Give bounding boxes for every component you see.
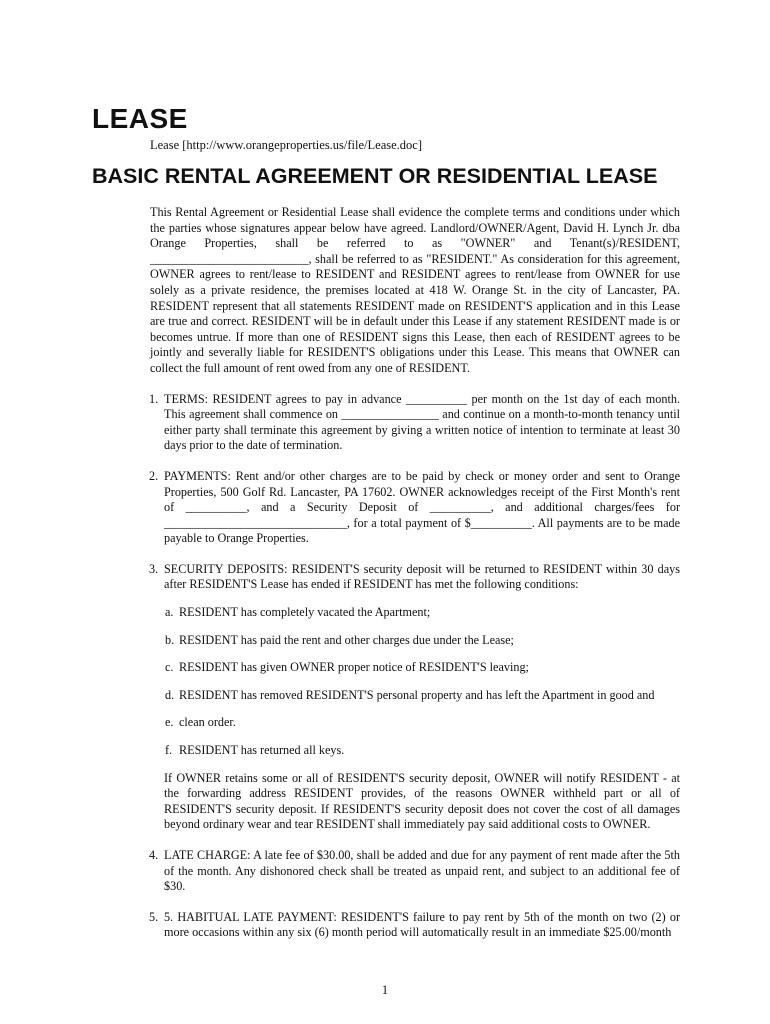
condition-letter: b. (165, 632, 175, 647)
condition-text: RESIDENT has completely vacated the Apartment; (179, 605, 431, 620)
condition-letter: e. (165, 715, 174, 730)
condition-item (150, 743, 680, 759)
condition-letter: c. (165, 660, 174, 675)
document-body (150, 205, 680, 941)
condition-text: RESIDENT has given OWNER proper notice of RESIDENT'S leaving; (179, 660, 529, 675)
page-number: 1 (381, 983, 389, 997)
condition-item (150, 715, 680, 731)
intro-paragraph: This Rental Agreement or Residential Lease shall evidence the complete terms and conditions under which the parties whose signatures appear below have agreed. Landlord/OWNER/Agent, David H. Lynch Jr. dba Orange Properties, shall be referred to as "OWNER" and Tenant(s)/RESIDENT, __________________________, shall be referred to as "RESIDENT." As consideration for this agreement, OWNER agrees to rent/lease to RESIDENT and RESIDENT agrees to rent/lease from OWNER for use solely as a private residence, the premises located at 418 W. Orange St. in the city of Lancaster, PA. RESIDENT represent that all statements RESIDENT made on RESIDENT'S application and in this Lease are true and correct. RESIDENT will be in default under this Lease if any statement RESIDENT made is or becomes untrue. If more than one of RESIDENT signs this Lease, then each of RESIDENT agrees to be jointly and severally liable for RESIDENT'S obligations under this Lease. This means that OWNER can collect the full amount of rent owed from any one of RESIDENT. (150, 205, 680, 375)
clause-text: TERMS: RESIDENT agrees to pay in advance __________ per month on the 1st day of each month. This agreement shall commence on ________________ and continue on a month-to-month tenancy until either party shall terminate this agreement by giving a written notice of intention to terminate at least 30 days prior to the date of termination. (164, 391, 680, 453)
condition-item (150, 660, 680, 676)
condition-text: RESIDENT has returned all keys. (179, 743, 345, 758)
clause-number: 4. (149, 848, 159, 862)
clause-text: PAYMENTS: Rent and/or other charges are to be paid by check or money order and sent to Orange Properties, 500 Golf Rd. Lancaster, PA 17602. OWNER acknowledges receipt of the First Month's rent of __________, and a Security Deposit of __________, and additional charges/fees for ______________________________, for a total payment of $__________. All payments are to be made payable to Orange Properties. (164, 468, 680, 546)
condition-text: RESIDENT has removed RESIDENT'S personal property and has left the Apartment in good and (179, 687, 655, 702)
clause-terms (150, 392, 680, 454)
condition-item (150, 633, 680, 649)
condition-letter: a. (165, 605, 174, 620)
document-heading: BASIC RENTAL AGREEMENT OR RESIDENTIAL LEASE (92, 164, 658, 188)
condition-letter: f. (165, 743, 173, 758)
clause-security-deposits (150, 562, 680, 593)
clause-number: 5. (149, 909, 159, 924)
clause-number: 3. (149, 561, 159, 576)
condition-letter: d. (165, 687, 175, 702)
deposit-retention-paragraph: If OWNER retains some or all of RESIDENT'S security deposit, OWNER will notify RESIDENT - at the forwarding address RESIDENT provides, of the reasons OWNER withheld part or all of RESIDENT'S security deposit. If RESIDENT'S security deposit does not cover the cost of all damages beyond ordinary wear and tear RESIDENT shall immediately pay said additional costs to OWNER. (164, 770, 680, 832)
source-reference: Lease [http://www.orangeproperties.us/file/Lease.doc] (150, 138, 423, 152)
condition-text: clean order. (179, 715, 236, 730)
document-title: LEASE (92, 103, 188, 134)
clause-late-charge (150, 848, 680, 895)
condition-item (150, 605, 680, 621)
clause-number: 2. (149, 468, 159, 483)
clause-payments (150, 469, 680, 547)
clause-text: SECURITY DEPOSITS: RESIDENT'S security deposit will be returned to RESIDENT within 30 days after RESIDENT'S Lease has ended if RESIDENT has met the following conditions: (164, 561, 680, 592)
clause-text: LATE CHARGE: A late fee of $30.00, shall be added and due for any payment of rent made after the 5th of the month. Any dishonored check shall be treated as unpaid rent, and subject to an additional fee of $30. (164, 848, 680, 894)
clause-number: 1. (149, 391, 159, 406)
condition-item (150, 688, 680, 704)
condition-text: RESIDENT has paid the rent and other charges due under the Lease; (179, 632, 514, 647)
clause-habitual-late-payment (150, 910, 680, 941)
clause-text: 5. HABITUAL LATE PAYMENT: RESIDENT'S failure to pay rent by 5th of the month on two (2) or more occasions within any six (6) month period will automatically result in an immediate $25.00/month (164, 909, 680, 940)
